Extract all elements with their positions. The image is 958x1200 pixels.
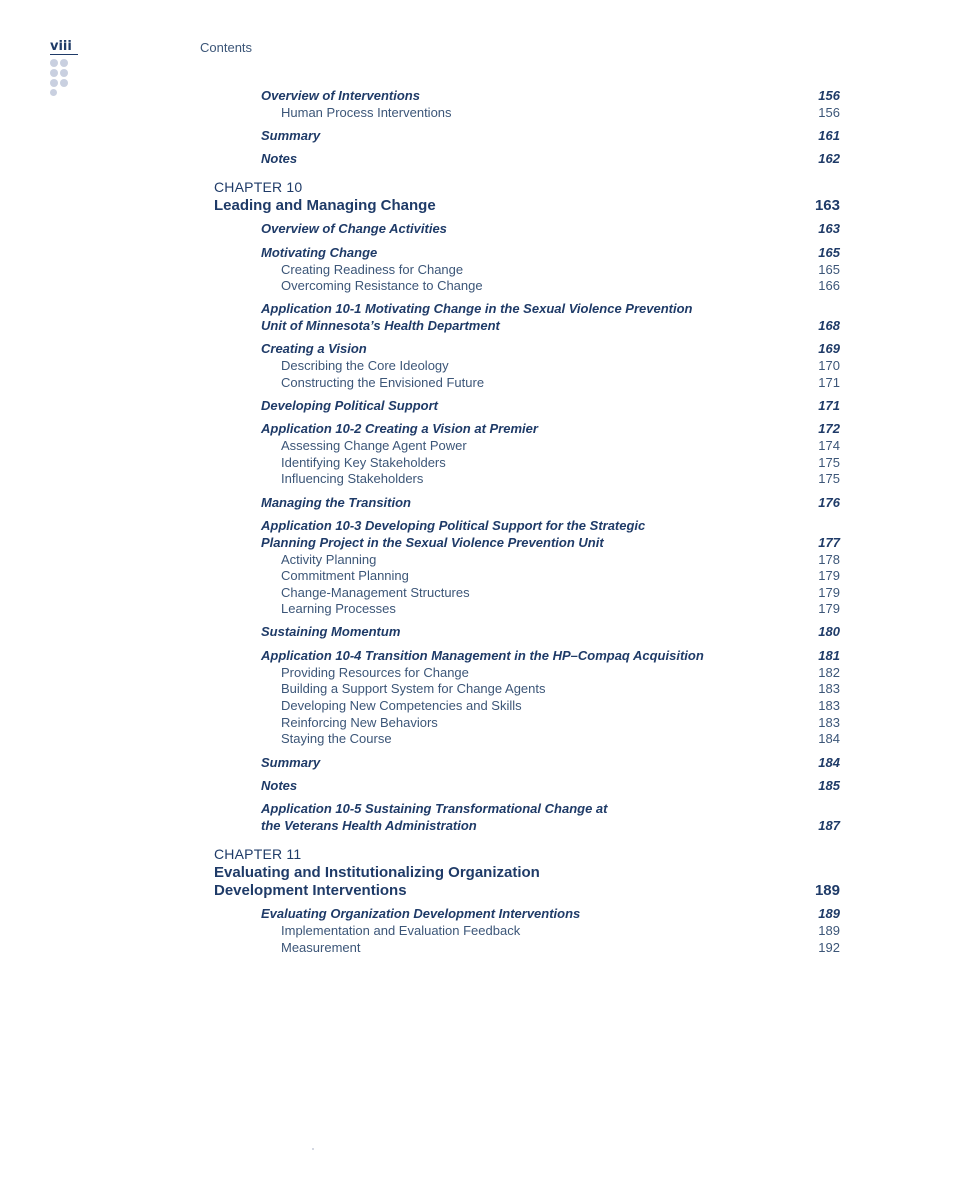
toc-entry bbox=[0, 300, 958, 318]
toc-entry-title: Developing New Competencies and Skills bbox=[281, 698, 522, 713]
toc-entry-title: Evaluating and Institutionalizing Organization bbox=[214, 864, 540, 881]
toc-entry-title: Creating Readiness for Change bbox=[281, 262, 464, 277]
toc-page-number: 172 bbox=[818, 421, 840, 436]
toc-entry-title: Application 10-2 Creating a Vision at Premier bbox=[261, 421, 538, 436]
toc-entry bbox=[0, 754, 958, 772]
toc-entry bbox=[0, 357, 958, 375]
toc-entry bbox=[0, 905, 958, 923]
toc-page-number: 168 bbox=[818, 318, 840, 333]
toc-page-number: 163 bbox=[818, 221, 840, 236]
toc-page-number: 156 bbox=[818, 105, 840, 120]
toc-entry-title: Summary bbox=[261, 755, 321, 770]
toc-entry bbox=[0, 178, 958, 196]
toc-entry-title: Human Process Interventions bbox=[281, 105, 452, 120]
toc-entry-title: Implementation and Evaluation Feedback bbox=[281, 923, 521, 938]
toc-entry bbox=[0, 680, 958, 698]
toc-entry-title: Describing the Core Ideology bbox=[281, 358, 449, 373]
toc-page-number: 169 bbox=[818, 341, 840, 356]
toc-page-number: 183 bbox=[818, 681, 840, 696]
page-folio: viii bbox=[50, 39, 72, 54]
dot-icon bbox=[50, 69, 58, 77]
toc-page-number: 175 bbox=[818, 455, 840, 470]
toc-entry bbox=[0, 420, 958, 438]
toc-entry-title: Notes bbox=[261, 151, 298, 166]
toc-entry-title: Influencing Stakeholders bbox=[281, 471, 424, 486]
toc-entry bbox=[0, 470, 958, 488]
toc-page-number: 185 bbox=[818, 778, 840, 793]
toc-entry bbox=[0, 104, 958, 122]
toc-entry-title: Development Interventions bbox=[214, 882, 407, 899]
toc-page-number: 166 bbox=[818, 278, 840, 293]
toc-entry bbox=[0, 922, 958, 940]
toc-entry bbox=[0, 87, 958, 105]
toc-entry bbox=[0, 864, 958, 882]
toc-entry bbox=[0, 845, 958, 863]
toc-entry-title: Activity Planning bbox=[281, 552, 377, 567]
toc-entry-title: Application 10-4 Transition Management in the HP–Compaq Acquisition bbox=[261, 648, 704, 663]
toc-entry-title: Staying the Course bbox=[281, 731, 392, 746]
toc-page-number: 192 bbox=[818, 940, 840, 955]
toc-entry-title: Overview of Interventions bbox=[261, 88, 420, 103]
toc-entry-title: CHAPTER 10 bbox=[214, 179, 303, 195]
toc-page-number: 184 bbox=[818, 731, 840, 746]
toc-entry-title: Constructing the Envisioned Future bbox=[281, 375, 485, 390]
toc-entry-title: Reinforcing New Behaviors bbox=[281, 715, 438, 730]
toc-page-number: 189 bbox=[818, 906, 840, 921]
toc-entry-title: Creating a Vision bbox=[261, 341, 367, 356]
toc-entry-title: Notes bbox=[261, 778, 298, 793]
toc-entry-title: Managing the Transition bbox=[261, 495, 411, 510]
toc-page-number: 187 bbox=[818, 818, 840, 833]
folio-underline bbox=[50, 54, 78, 55]
toc-page-number: 179 bbox=[818, 601, 840, 616]
toc-page-number: 183 bbox=[818, 698, 840, 713]
toc-entry-title: Unit of Minnesota’s Health Department bbox=[261, 318, 500, 333]
dot-icon bbox=[50, 79, 58, 87]
toc-page-number: 174 bbox=[818, 438, 840, 453]
toc-entry bbox=[0, 730, 958, 748]
toc-page-number: 156 bbox=[818, 88, 840, 103]
toc-page-number: 165 bbox=[818, 262, 840, 277]
toc-entry-title: Application 10-1 Motivating Change in the Sexual Violence Prevention bbox=[261, 301, 693, 316]
toc-entry bbox=[0, 150, 958, 168]
toc-entry bbox=[0, 697, 958, 715]
toc-entry bbox=[0, 534, 958, 552]
toc-entry-title: Sustaining Momentum bbox=[261, 624, 401, 639]
toc-entry-title: Building a Support System for Change Agents bbox=[281, 681, 546, 696]
toc-entry bbox=[0, 517, 958, 535]
toc-page-number: 181 bbox=[818, 648, 840, 663]
toc-page-number: 184 bbox=[818, 755, 840, 770]
toc-page-number: 162 bbox=[818, 151, 840, 166]
toc-page-number: 179 bbox=[818, 585, 840, 600]
toc-entry-title: Commitment Planning bbox=[281, 568, 409, 583]
toc-entry bbox=[0, 800, 958, 818]
toc-page-number: 189 bbox=[818, 923, 840, 938]
toc-page-number: 177 bbox=[818, 535, 840, 550]
dot-icon bbox=[60, 59, 68, 67]
toc-page-number: 165 bbox=[818, 245, 840, 260]
toc-entry-title: Overview of Change Activities bbox=[261, 221, 447, 236]
toc-entry-title: Providing Resources for Change bbox=[281, 665, 469, 680]
toc-page-number: 163 bbox=[814, 197, 840, 214]
toc-entry bbox=[0, 494, 958, 512]
toc-page-number: 178 bbox=[818, 552, 840, 567]
toc-entry-title: Leading and Managing Change bbox=[214, 197, 436, 214]
toc-entry bbox=[0, 197, 958, 215]
toc-page-number: 182 bbox=[818, 665, 840, 680]
toc-entry-title: Assessing Change Agent Power bbox=[281, 438, 467, 453]
toc-entry-title: Application 10-3 Developing Political Support for the Strategic bbox=[261, 518, 646, 533]
toc-entry-title: Overcoming Resistance to Change bbox=[281, 278, 483, 293]
toc-page-number: 171 bbox=[818, 398, 840, 413]
toc-page-number: 171 bbox=[818, 375, 840, 390]
toc-entry bbox=[0, 939, 958, 957]
toc-entry-title: Summary bbox=[261, 128, 321, 143]
toc-entry bbox=[0, 340, 958, 358]
toc-entry bbox=[0, 623, 958, 641]
scan-speck bbox=[312, 1148, 314, 1150]
toc-entry bbox=[0, 244, 958, 262]
toc-entry-title: Change-Management Structures bbox=[281, 585, 470, 600]
toc-entry bbox=[0, 127, 958, 145]
toc-entry-title: the Veterans Health Administration bbox=[261, 818, 477, 833]
dot-icon bbox=[60, 69, 68, 77]
toc-entry-title: Measurement bbox=[281, 940, 361, 955]
toc-page-number: 170 bbox=[818, 358, 840, 373]
toc-entry-title: Planning Project in the Sexual Violence Prevention Unit bbox=[261, 535, 604, 550]
running-head: Contents bbox=[200, 40, 253, 55]
dot-icon bbox=[50, 59, 58, 67]
dot-icon bbox=[60, 79, 68, 87]
toc-entry bbox=[0, 220, 958, 238]
toc-entry bbox=[0, 777, 958, 795]
toc-entry bbox=[0, 567, 958, 585]
toc-entry-title: Developing Political Support bbox=[261, 398, 438, 413]
toc-entry bbox=[0, 317, 958, 335]
toc-entry-title: Application 10-5 Sustaining Transformational Change at bbox=[261, 801, 608, 816]
toc-page-number: 161 bbox=[818, 128, 840, 143]
toc-entry bbox=[0, 277, 958, 295]
toc-entry-title: CHAPTER 11 bbox=[214, 846, 302, 862]
toc-entry-title: Learning Processes bbox=[281, 601, 396, 616]
toc-entry bbox=[0, 647, 958, 665]
toc-entry bbox=[0, 600, 958, 618]
toc-page-number: 179 bbox=[818, 568, 840, 583]
toc-entry bbox=[0, 817, 958, 835]
toc-page-number: 176 bbox=[818, 495, 840, 510]
toc-page-number: 180 bbox=[818, 624, 840, 639]
toc-entry-title: Motivating Change bbox=[261, 245, 378, 260]
toc-entry bbox=[0, 397, 958, 415]
toc-entry-title: Identifying Key Stakeholders bbox=[281, 455, 446, 470]
toc-page-number: 189 bbox=[814, 882, 840, 899]
toc-entry bbox=[0, 437, 958, 455]
toc-entry bbox=[0, 374, 958, 392]
toc-page-number: 183 bbox=[818, 715, 840, 730]
toc-entry bbox=[0, 882, 958, 900]
toc-page-number: 175 bbox=[818, 471, 840, 486]
toc-entry-title: Evaluating Organization Development Interventions bbox=[261, 906, 581, 921]
